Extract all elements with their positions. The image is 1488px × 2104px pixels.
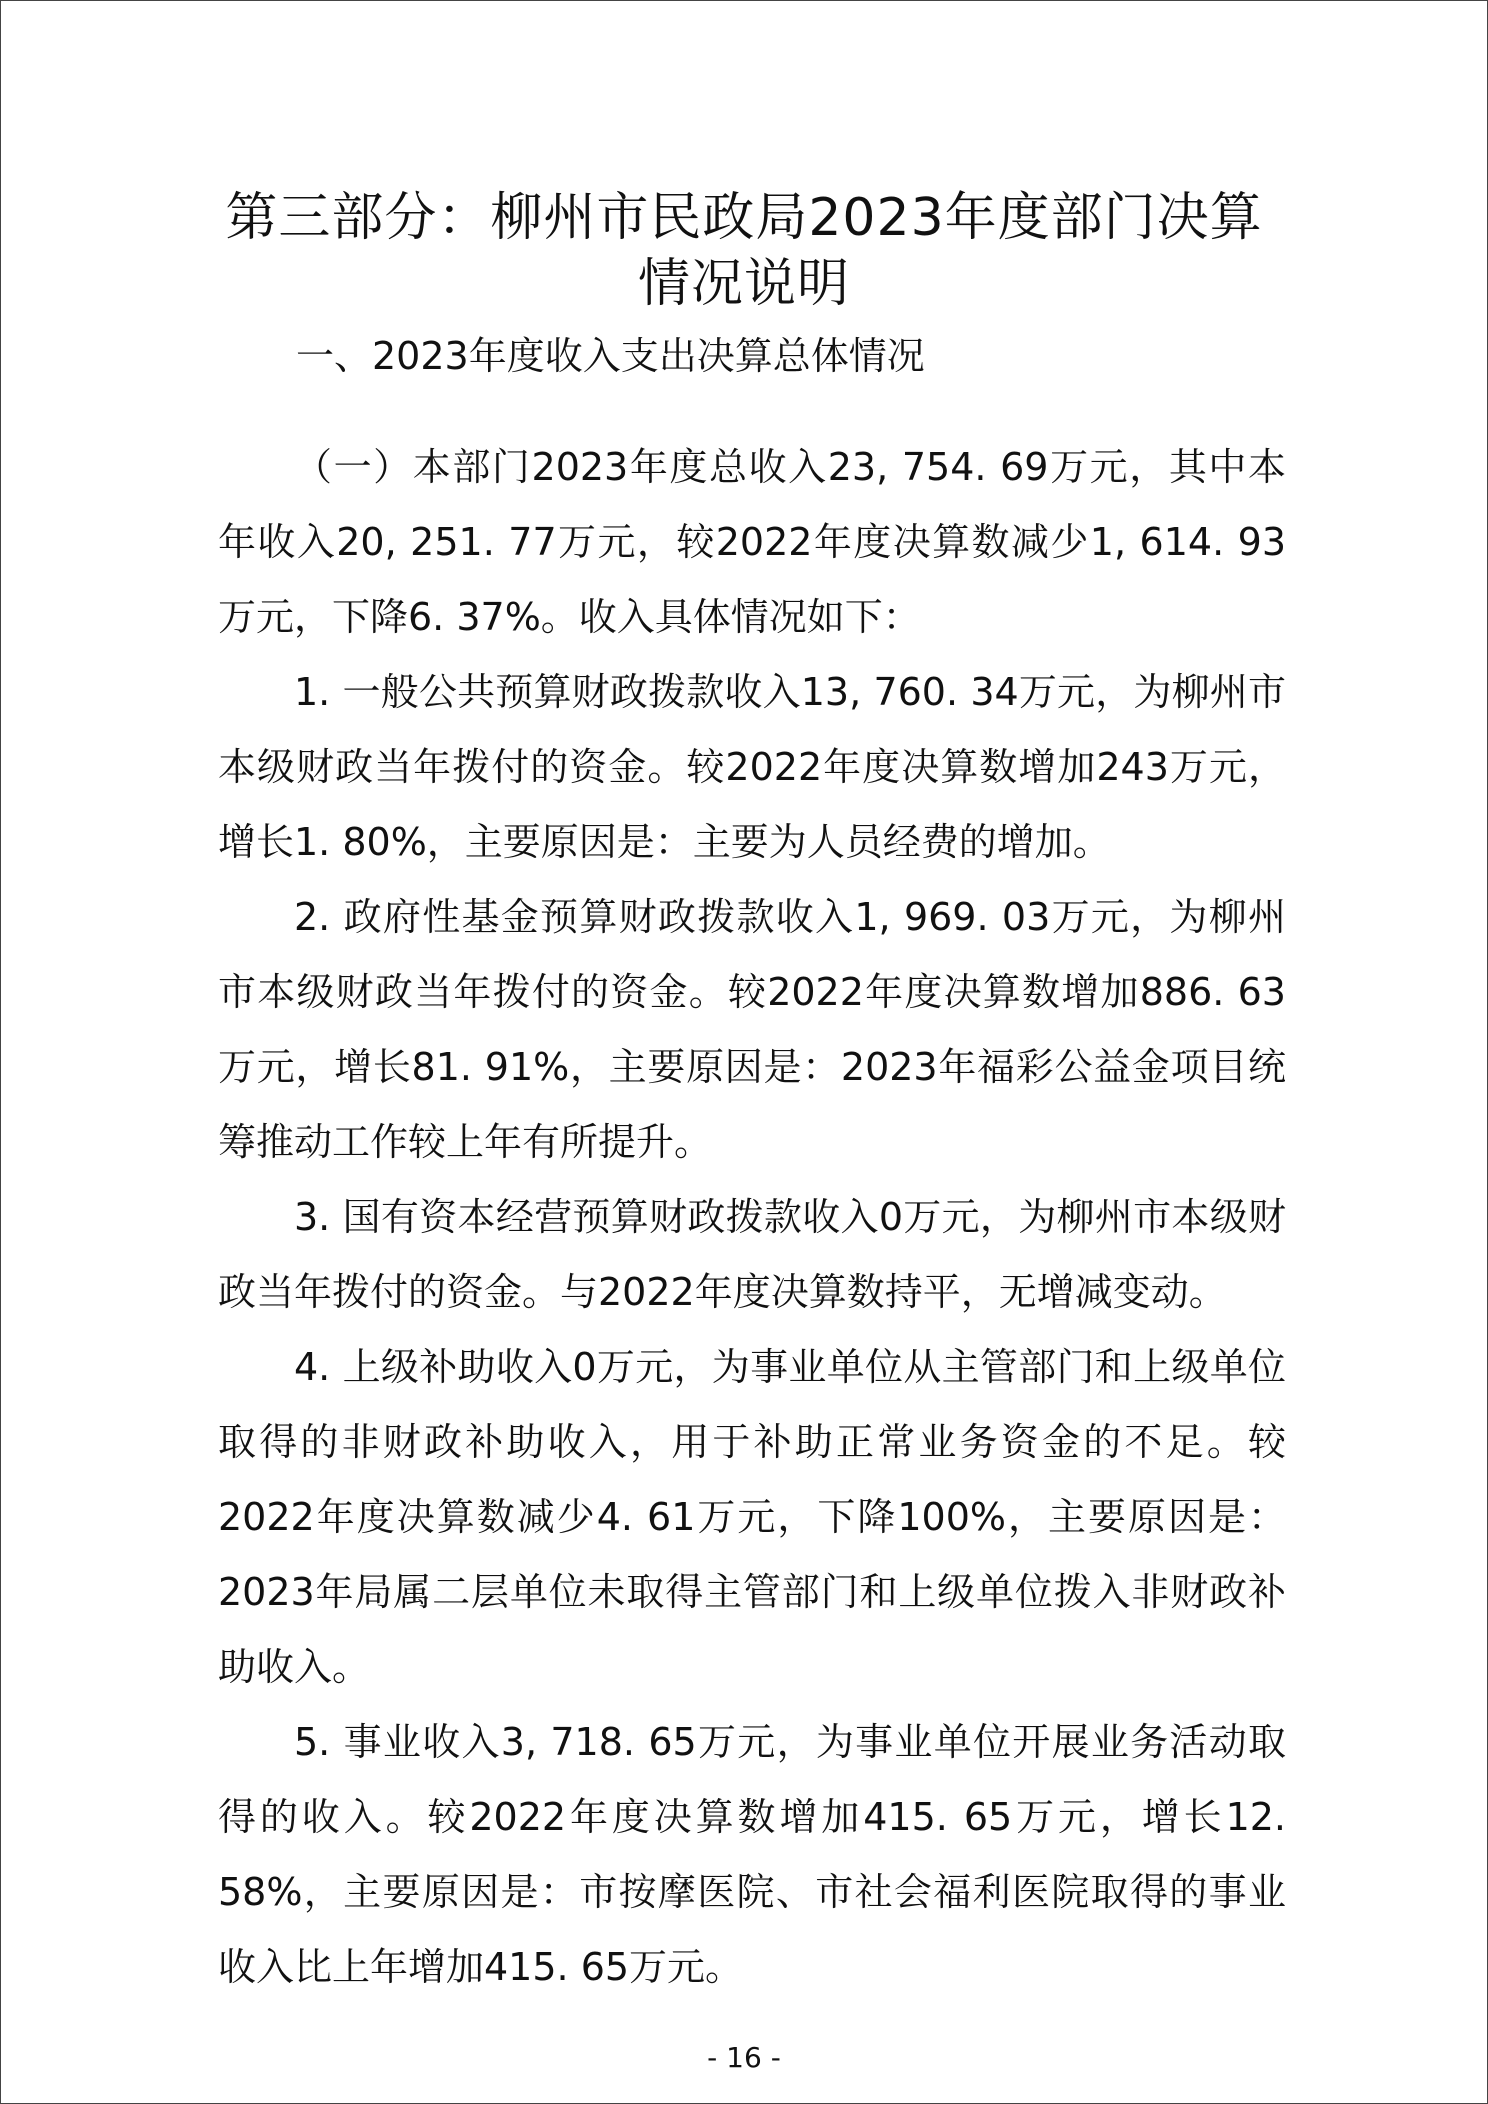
paragraph-government-fund: 2. 政府性基金预算财政拨款收入1, 969. 03万元，为柳州市本级财政当年拨付的资金。较2022年度决算数增加886. 63万元，增长81. 91%，主要原因是：2023年福彩公益金项目统筹推动工作较上年有所提升。 <box>218 895 1286 1164</box>
page-number: - 16 - <box>707 2041 781 2074</box>
paragraph-total-income: （一）本部门2023年度总收入23, 754. 69万元，其中本年收入20, 251. 77万元，较2022年度决算数减少1, 614. 93万元，下降6. 37%。收入具体情况如下： <box>218 445 1286 639</box>
body-text <box>218 430 1286 2005</box>
paragraph-business-income: 5. 事业收入3, 718. 65万元，为事业单位开展业务活动取得的收入。较2022年度决算数增加415. 65万元，增长12. 58%，主要原因是：市按摩医院、市社会福利医院取得的事业收入比上年增加415. 65万元。 <box>218 1720 1286 1989</box>
title-line-2: 情况说明 <box>637 253 850 314</box>
paragraph-general-budget: 1. 一般公共预算财政拨款收入13, 760. 34万元，为柳州市本级财政当年拨付的资金。较2022年度决算数增加243万元，增长1. 80%，主要原因是：主要为人员经费的增加。 <box>218 670 1286 864</box>
paragraph-state-capital: 3. 国有资本经营预算财政拨款收入0万元，为柳州市本级财政当年拨付的资金。与2022年度决算数持平，无增减变动。 <box>218 1195 1286 1314</box>
title-line-1: 第三部分：柳州市民政局2023年度部门决算 <box>225 187 1263 248</box>
section-heading: 一、2023年度收入支出决算总体情况 <box>296 334 925 378</box>
paragraph-superior-subsidy: 4. 上级补助收入0万元，为事业单位从主管部门和上级单位取得的非财政补助收入，用于补助正常业务资金的不足。较2022年度决算数减少4. 61万元，下降100%，主要原因是：2023年局属二层单位未取得主管部门和上级单位拨入非财政补助收入。 <box>218 1345 1286 1689</box>
document-title <box>190 185 1298 317</box>
